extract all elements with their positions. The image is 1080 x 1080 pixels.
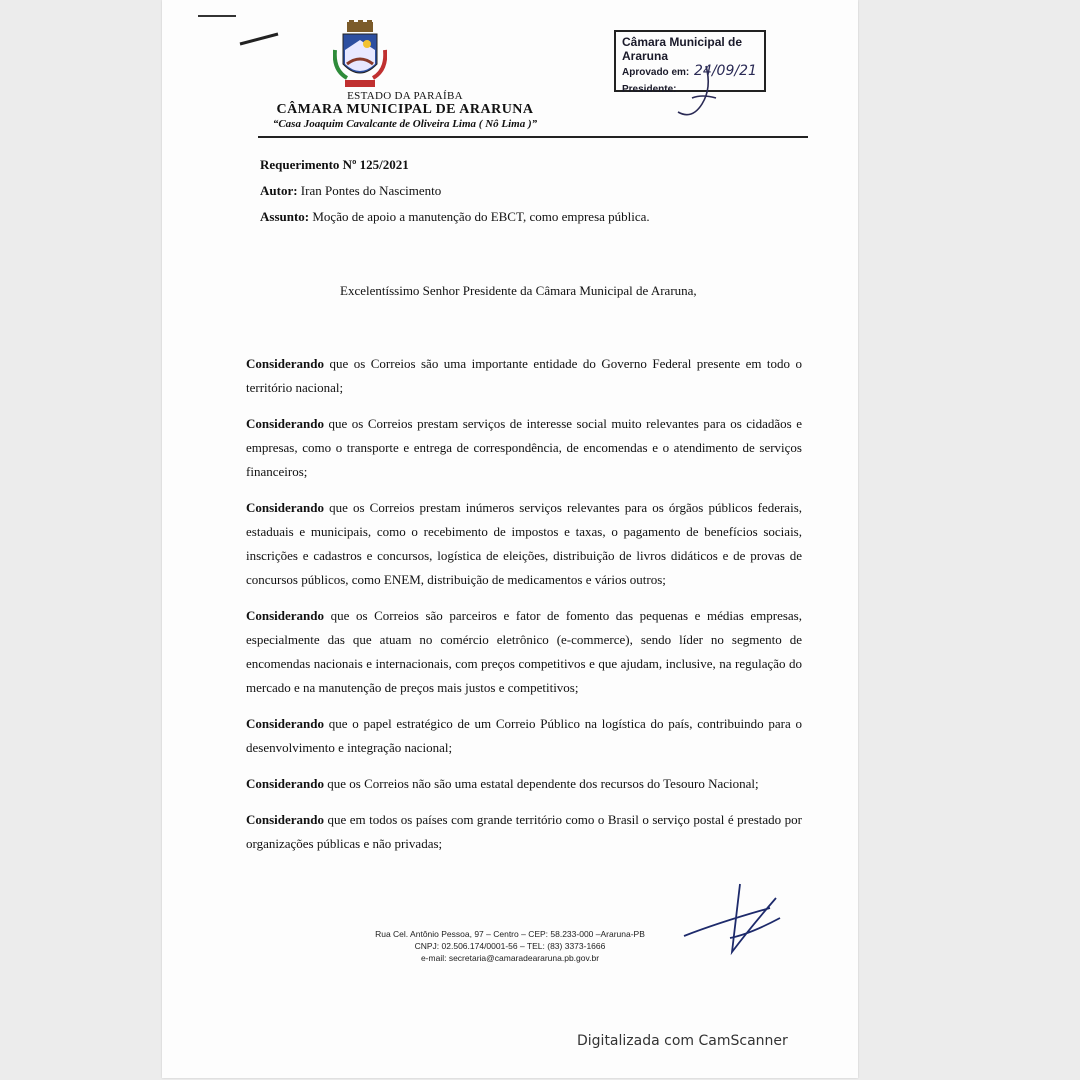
signature-icon — [680, 878, 790, 958]
paragraph-lead: Considerando — [246, 716, 325, 731]
paragraph-text: que em todos os países com grande território como o Brasil o serviço postal é prestado por organizações públicas e não privadas; — [246, 812, 802, 851]
subject-text: Moção de apoio a manutenção do EBCT, como empresa pública. — [312, 209, 650, 224]
stamp-signature-icon — [672, 58, 722, 122]
considering-paragraph — [246, 496, 802, 592]
chamber-name: CÂMARA MUNICIPAL DE ARARUNA — [276, 102, 534, 117]
request-metadata — [260, 152, 650, 230]
footer-address: Rua Cel. Antônio Pessoa, 97 – Centro – CEP: 58.233-000 –Araruna-PB — [375, 929, 645, 939]
paragraph-text: que os Correios não são uma estatal dependente dos recursos do Tesouro Nacional; — [324, 776, 759, 791]
scan-mark — [196, 12, 286, 52]
considering-paragraph — [246, 772, 802, 796]
paragraph-lead: Considerando — [246, 608, 325, 623]
header-divider — [258, 136, 808, 138]
stamp-title: Câmara Municipal de Araruna — [622, 35, 743, 63]
considering-paragraph — [246, 712, 802, 760]
paragraph-text: que os Correios prestam serviços de interesse social muito relevantes para os cidadãos e empresas, como o transporte e entrega de correspondência, de encomendas e o atendimento de serviços financeiros; — [246, 416, 802, 479]
considering-paragraph — [246, 352, 802, 400]
paragraph-lead: Considerando — [246, 416, 325, 431]
footer-email: e-mail: secretaria@camaradeararuna.pb.gov.br — [420, 953, 600, 963]
considering-paragraph — [246, 604, 802, 700]
considering-paragraph — [246, 412, 802, 484]
stamp-approved-label: Aprovado em: — [622, 67, 690, 78]
state-name: ESTADO DA PARAÍBA — [347, 90, 463, 102]
stamp-president-label: Presidente: — [622, 84, 677, 95]
subject-label: Assunto: — [260, 209, 310, 224]
paragraph-text: que os Correios são parceiros e fator de fomento das pequenas e médias empresas, especialmente das que atuam no comércio eletrônico (e-commerce), sendo líder no segmento de encomendas nacionais e internacionais, com preços competitivos e que ajudam, inclusive, na regulação do mercado e na manutenção de preços mais justos e competitivos; — [246, 608, 802, 695]
author-name: Iran Pontes do Nascimento — [300, 183, 442, 198]
author-label: Autor: — [260, 183, 298, 198]
paragraph-text: que os Correios prestam inúmeros serviços relevantes para os órgãos públicos federais, estaduais e municipais, como o recebimento de impostos e taxas, o pagamento de benefícios sociais, inscrições e cadastros e concursos, logística de eleições, distribuição de livros didáticos e de provas de concursos públicos, como ENEM, distribuição de medicamentos e vários outros; — [246, 500, 802, 587]
scanner-watermark: Digitalizada com CamScanner — [577, 1033, 788, 1049]
document-header — [240, 90, 570, 131]
footer-cnpj: CNPJ: 02.506.174/0001-56 – TEL: (83) 3373-1666 — [414, 941, 606, 951]
paragraph-text: que o papel estratégico de um Correio Público na logística do país, contribuindo para o desenvolvimento e integração nacional; — [246, 716, 802, 755]
paragraph-lead: Considerando — [246, 500, 325, 515]
document-body — [246, 352, 802, 856]
stamp-approved-date: 24/09/21 — [694, 63, 757, 79]
document-footer — [330, 928, 690, 964]
paragraph-lead: Considerando — [246, 812, 325, 827]
request-number: Requerimento Nº 125/2021 — [260, 157, 409, 172]
greeting: Excelentíssimo Senhor Presidente da Câmara Municipal de Araruna, — [340, 283, 697, 298]
municipal-crest-icon — [333, 20, 387, 92]
paragraph-text: que os Correios são uma importante entidade do Governo Federal presente em todo o território nacional; — [246, 356, 802, 395]
paragraph-lead: Considerando — [246, 776, 325, 791]
paragraph-lead: Considerando — [246, 356, 325, 371]
considering-paragraph — [246, 808, 802, 856]
house-name: “Casa Joaquim Cavalcante de Oliveira Lima ( Nô Lima )” — [272, 118, 538, 130]
